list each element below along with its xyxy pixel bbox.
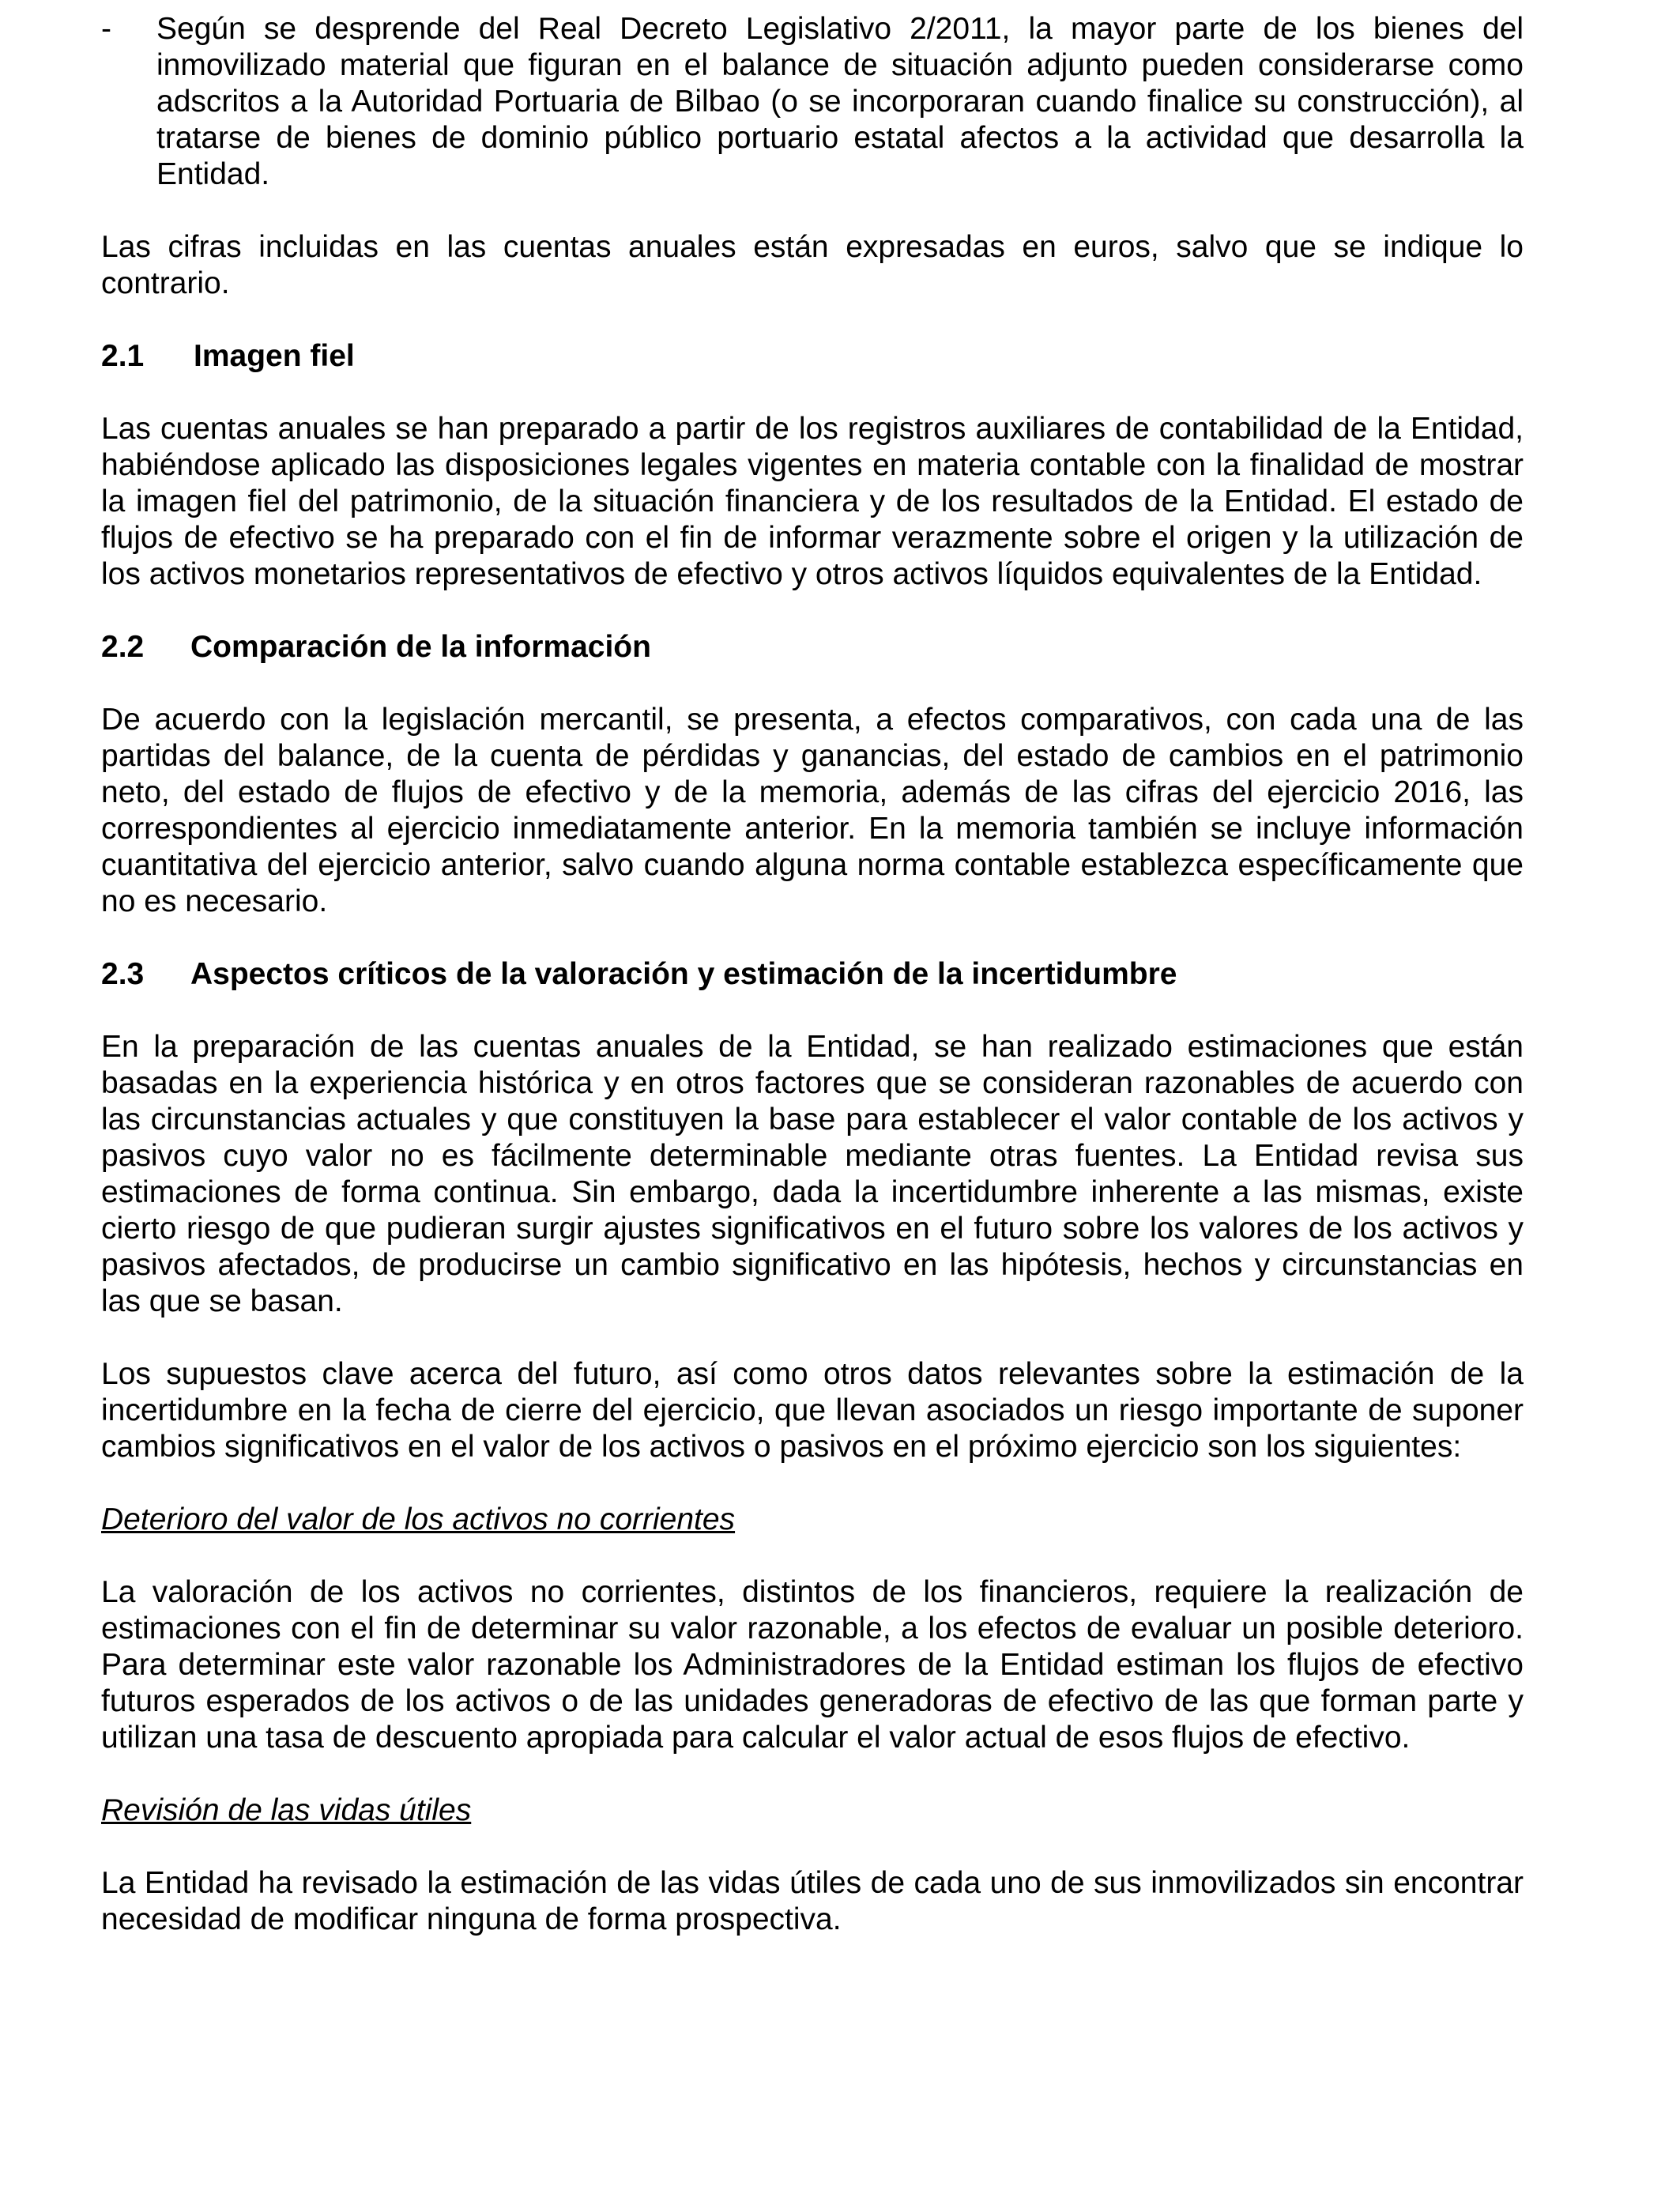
section-title: Aspectos críticos de la valoración y estimación de la incertidumbre — [190, 957, 1177, 991]
section-heading-2-1 — [101, 338, 1524, 375]
bullet-item — [101, 11, 1524, 193]
subsection-vidas-utiles-paragraph: La Entidad ha revisado la estimación de las vidas útiles de cada uno de sus inmovilizados sin encontrar necesidad de modificar ninguna de forma prospectiva. — [101, 1866, 1524, 1936]
section-heading-2-3 — [101, 956, 1524, 993]
section-heading-2-2 — [101, 629, 1524, 665]
section-2-2-paragraph: De acuerdo con la legislación mercantil, se presenta, a efectos comparativos, con cada una de las partidas del balance, de la cuenta de pérdidas y ganancias, del estado de cambios en el patrimonio neto, del estado de flujos de efectivo y de la memoria, además de las cifras del ejercicio 2016, las correspondientes al ejercicio inmediatamente anterior. En la memoria también se incluye información cuantitativa del ejercicio anterior, salvo cuando alguna norma contable establezca específicamente que no es necesario. — [101, 703, 1524, 918]
section-2-3-paragraph-2: Los supuestos clave acerca del futuro, así como otros datos relevantes sobre la estimación de la incertidumbre en la fecha de cierre del ejercicio, que llevan asociados un riesgo importante de suponer cambios significativos en el valor de los activos o pasivos en el próximo ejercicio son los siguientes: — [101, 1357, 1524, 1464]
section-2-1-paragraph: Las cuentas anuales se han preparado a partir de los registros auxiliares de contabilidad de la Entidad, habiéndose aplicado las disposiciones legales vigentes en materia contable con la finalidad de mostrar la imagen fiel del patrimonio, de la situación financiera y de los resultados de la Entidad. El estado de flujos de efectivo se ha preparado con el fin de informar verazmente sobre el origen y la utilización de los activos monetarios representativos de efectivo y otros activos líquidos equivalentes de la Entidad. — [101, 412, 1524, 591]
section-number: 2.1 — [101, 339, 145, 373]
intro-paragraph: Las cifras incluidas en las cuentas anuales están expresadas en euros, salvo que se indique lo contrario. — [101, 230, 1524, 300]
subsection-title-vidas-utiles: Revisión de las vidas útiles — [101, 1793, 472, 1827]
bullet-mark: - — [101, 12, 111, 46]
bullet-text: Según se desprende del Real Decreto Legislativo 2/2011, la mayor parte de los bienes del inmovilizado material que figuran en el balance de situación adjunto pueden considerarse como adscritos a la Autoridad Portuaria de Bilbao (o se incorporaran cuando finalice su construcción), al tratarse de bienes de dominio público portuario estatal afectos a la actividad que desarrolla la Entidad. — [156, 12, 1524, 191]
document-page — [101, 11, 1524, 1938]
section-title: Imagen fiel — [194, 339, 355, 373]
subsection-title-deterioro: Deterioro del valor de los activos no corrientes — [101, 1502, 736, 1536]
section-number: 2.2 — [101, 630, 145, 664]
section-2-3-paragraph-1: En la preparación de las cuentas anuales de la Entidad, se han realizado estimaciones que están basadas en la experiencia histórica y en otros factores que se consideran razonables de acuerdo con las circunstancias actuales y que constituyen la base para establecer el valor contable de los activos y pasivos cuyo valor no es fácilmente determinable mediante otras fuentes. La Entidad revisa sus estimaciones de forma continua. Sin embargo, dada la incertidumbre inherente a las mismas, existe cierto riesgo de que pudieran surgir ajustes significativos en el futuro sobre los valores de los activos y pasivos afectados, de producirse un cambio significativo en las hipótesis, hechos y circunstancias en las que se basan. — [101, 1030, 1524, 1318]
subsection-deterioro-paragraph: La valoración de los activos no corrientes, distintos de los financieros, requiere la realización de estimaciones con el fin de determinar su valor razonable, a los efectos de evaluar un posible deterioro. Para determinar este valor razonable los Administradores de la Entidad estiman los flujos de efectivo futuros esperados de los activos o de las unidades generadoras de efectivo de las que forman parte y utilizan una tasa de descuento apropiada para calcular el valor actual de esos flujos de efectivo. — [101, 1575, 1524, 1755]
section-number: 2.3 — [101, 957, 145, 991]
section-title: Comparación de la información — [190, 630, 651, 664]
